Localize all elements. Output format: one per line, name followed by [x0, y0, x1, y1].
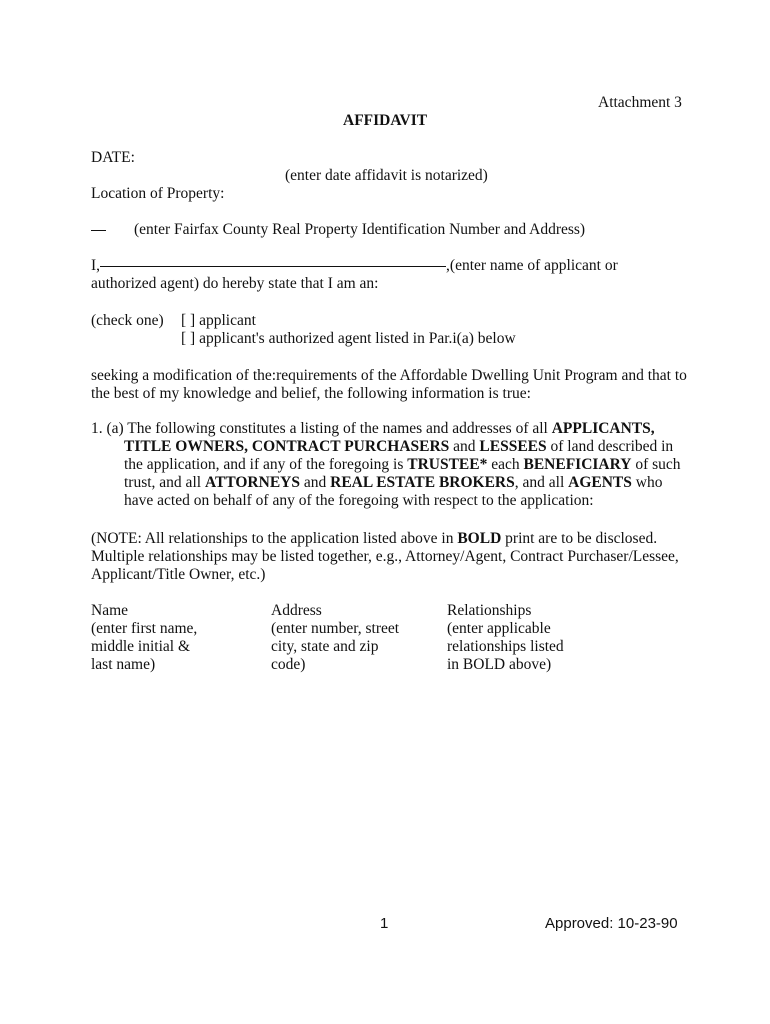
- listing-line-5: have acted on behalf of any of the foregoing with respect to the application:: [124, 492, 594, 509]
- address-column-header: Address (enter number, street city, state and zip code): [271, 602, 400, 673]
- listing-paragraph: [91, 420, 681, 510]
- relationships-column-header: Relationships (enter applicable relationships listed in BOLD above): [447, 602, 564, 673]
- date-hint: (enter date affidavit is notarized): [285, 167, 488, 184]
- document-title: AFFIDAVIT: [343, 112, 428, 129]
- date-label: DATE:: [91, 149, 135, 166]
- page-number: 1: [380, 915, 389, 932]
- name-column-header: Name (enter first name, middle initial & last name): [91, 602, 198, 673]
- note-line-1: (NOTE: All relationships to the application listed above in BOLD print are to be disclosed.: [91, 530, 658, 547]
- agent-checkbox-option[interactable]: [ ] applicant's authorized agent listed in Par.i(a) below: [181, 330, 516, 347]
- statement-prefix: I,: [91, 257, 101, 274]
- statement-suffix: ,(enter name of applicant or: [446, 257, 618, 274]
- check-one-label: (check one): [91, 312, 164, 329]
- note-line-2: Multiple relationships may be listed together, e.g., Attorney/Agent, Contract Purchaser/Lessee,: [91, 548, 679, 565]
- applicant-checkbox-option[interactable]: [ ] applicant: [181, 312, 256, 329]
- listing-line-2: TITLE OWNERS, CONTRACT PURCHASERS and LESSEES of land described in: [124, 438, 674, 455]
- attachment-label: Attachment 3: [598, 94, 682, 111]
- property-id-line: [91, 221, 585, 239]
- listing-line-1: 1. (a) The following constitutes a listing of the names and addresses of all APPLICANTS,: [91, 420, 655, 437]
- listing-line-4: trust, and all ATTORNEYS and REAL ESTATE BROKERS, and all AGENTS who: [124, 474, 663, 491]
- statement-line-2: authorized agent) do hereby state that I am an:: [91, 275, 379, 292]
- seeking-line-2: the best of my knowledge and belief, the following information is true:: [91, 385, 531, 402]
- applicant-name-line: [91, 257, 618, 275]
- seeking-line-1: seeking a modification of the:requirements of the Affordable Dwelling Unit Program and that to: [91, 367, 687, 384]
- listing-line-3: the application, and if any of the foregoing is TRUSTEE* each BENEFICIARY of such: [124, 456, 681, 473]
- location-label: Location of Property:: [91, 185, 225, 202]
- property-id-blank[interactable]: [91, 230, 106, 231]
- applicant-name-blank[interactable]: [100, 266, 446, 267]
- note-line-3: Applicant/Title Owner, etc.): [91, 566, 266, 583]
- note-paragraph: [91, 530, 679, 584]
- approved-date: Approved: 10-23-90: [545, 915, 678, 932]
- property-id-hint: (enter Fairfax County Real Property Identification Number and Address): [134, 221, 586, 238]
